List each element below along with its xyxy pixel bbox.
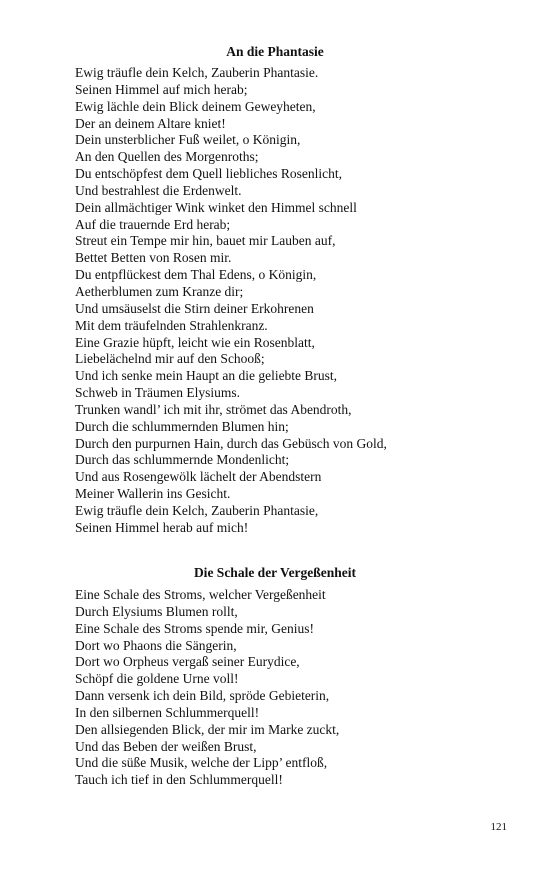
poem-line: Und die süße Musik, welche der Lipp’ entfloß, xyxy=(75,755,328,771)
poem-line: Auf die trauernde Erd herab; xyxy=(75,216,231,232)
poem-line: Durch Elysiums Blumen rollt, xyxy=(75,603,238,619)
poem-line: Du entpflückest dem Thal Edens, o Königin, xyxy=(75,267,317,283)
poem-title: Die Schale der Vergeßenheit xyxy=(193,565,357,580)
poem-line: Der an deinem Altare kniet! xyxy=(75,115,226,131)
poem-line: Und das Beben der weißen Brust, xyxy=(75,738,257,754)
poem-line: Liebelächelnd mir auf den Schooß; xyxy=(75,351,265,367)
poem-line: Durch das schlummernde Mondenlicht; xyxy=(75,452,290,468)
poem-line: Streut ein Tempe mir hin, bauet mir Lauben auf, xyxy=(75,233,336,249)
poem-line: Ewig träufle dein Kelch, Zauberin Phantasie, xyxy=(75,502,319,518)
poem-line: Durch die schlummernden Blumen hin; xyxy=(75,418,289,434)
poem-line: Und bestrahlest die Erdenwelt. xyxy=(75,182,242,198)
poem-line: Mit dem träufelnden Strahlenkranz. xyxy=(75,317,268,333)
poem-line: An den Quellen des Morgenroths; xyxy=(75,149,259,165)
poem-line: Dein unsterblicher Fuß weilet, o Königin, xyxy=(75,132,301,148)
poem-line: Bettet Betten von Rosen mir. xyxy=(75,250,232,266)
poem-line: Ewig lächle dein Blick deinem Geweyheten, xyxy=(75,98,316,114)
poem-line: In den silbernen Schlummerquell! xyxy=(75,704,260,720)
poem-line: Eine Schale des Stroms, welcher Vergeßenheit xyxy=(75,587,326,602)
poem-line: Dann versenk ich dein Bild, spröde Gebieterin, xyxy=(75,688,330,704)
poem-title: An die Phantasie xyxy=(226,44,324,59)
poem-line: Und ich senke mein Haupt an die geliebte Brust, xyxy=(75,368,338,384)
poem-line: Durch den purpurnen Hain, durch das Gebüsch von Gold, xyxy=(75,435,387,451)
poem-line: Und aus Rosengewölk lächelt der Abendstern xyxy=(75,469,322,485)
poem-body xyxy=(75,65,387,537)
poem-line: Eine Grazie hüpft, leicht wie ein Rosenblatt, xyxy=(75,334,315,350)
poem-line: Aetherblumen zum Kranze dir; xyxy=(75,283,244,299)
poem-body xyxy=(75,587,339,789)
poem-line: Trunken wandl’ ich mit ihr, strömet das Abendroth, xyxy=(75,401,352,417)
poem-line: Seinen Himmel herab auf mich! xyxy=(75,519,249,535)
poem-line: Schweb in Träumen Elysiums. xyxy=(75,385,241,401)
poem-line: Dort wo Phaons die Sängerin, xyxy=(75,637,237,653)
poem-line: Dein allmächtiger Wink winket den Himmel schnell xyxy=(75,199,357,215)
page-number: 121 xyxy=(490,821,507,833)
poem-line: Eine Schale des Stroms spende mir, Genius! xyxy=(75,620,315,636)
poem-line: Den allsiegenden Blick, der mir im Marke zuckt, xyxy=(75,721,340,737)
poem-line: Und umsäuselst die Stirn deiner Erkohrenen xyxy=(75,300,314,316)
poem-line: Du entschöpfest dem Quell liebliches Rosenlicht, xyxy=(75,166,342,182)
poem-line: Meiner Wallerin ins Gesicht. xyxy=(75,486,231,502)
poem-line: Schöpf die goldene Urne voll! xyxy=(75,671,239,687)
poem-line: Dort wo Orpheus vergaß seiner Eurydice, xyxy=(75,654,300,670)
poem-line: Seinen Himmel auf mich herab; xyxy=(75,81,248,97)
poem-line: Tauch ich tief in den Schlummerquell! xyxy=(75,772,283,788)
poem-line: Ewig träufle dein Kelch, Zauberin Phantasie. xyxy=(75,65,319,80)
